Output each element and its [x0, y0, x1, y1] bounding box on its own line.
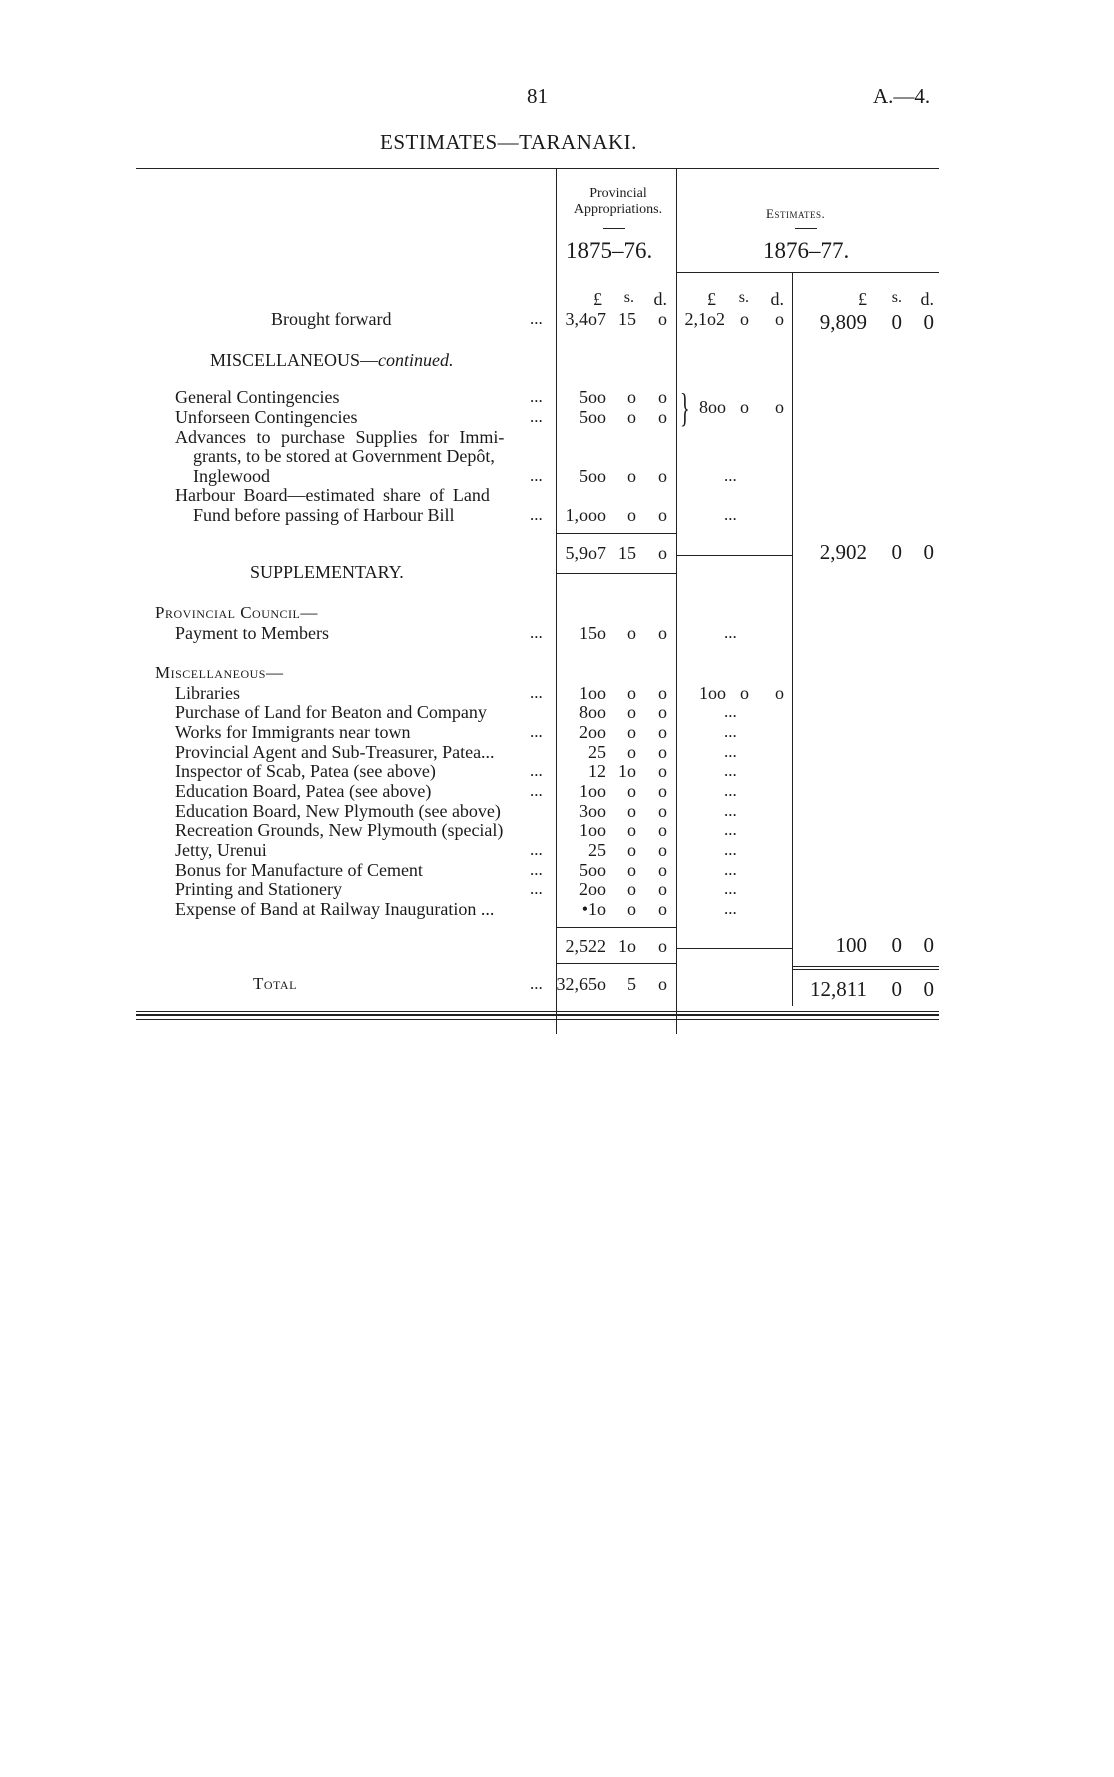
advances-prov-pound: 5oo — [579, 466, 606, 486]
provincial-year: 1875–76. — [566, 238, 653, 263]
misc-item-education-new-plymouth-est-dots: ... — [724, 801, 737, 820]
table-bottom-rule-1 — [136, 1011, 939, 1012]
misc-subtotal-prov-pence: o — [658, 543, 667, 563]
general-contingencies-label: General Contingencies — [175, 387, 340, 407]
advances-label-line1: Advances to purchase Supplies for Immi- — [175, 427, 505, 447]
misc-item-education-patea-prov-pound: 1oo — [579, 781, 606, 801]
misc-continued-heading — [210, 350, 454, 371]
misc-item-inspector-scab-prov-pound: 12 — [588, 761, 606, 781]
misc-subtotal-prov-shilling: 15 — [618, 543, 636, 563]
misc-item-provincial-agent-prov-pound: 25 — [588, 742, 606, 762]
supp-subtotal-prov-shilling: 1o — [618, 936, 636, 956]
misc-item-education-patea-prov-shilling: o — [627, 781, 636, 801]
misc-item-provincial-agent-prov-shilling: o — [627, 742, 636, 762]
advances-label-line3: Inglewood — [193, 466, 270, 486]
misc-item-provincial-agent: Provincial Agent and Sub-Treasurer, Patea... — [175, 742, 495, 762]
misc-item-printing: Printing and Stationery — [175, 879, 342, 899]
misc-item-libraries-prov-pence: o — [658, 683, 667, 703]
col-divider-3 — [792, 272, 793, 1006]
table-bottom-rule-3 — [136, 1019, 939, 1020]
col-divider-2 — [676, 168, 677, 1034]
total-rule-upper — [792, 966, 939, 967]
harbour-board-prov-pound: 1,ooo — [565, 505, 606, 525]
misc-item-inspector-scab-prov-pence: o — [658, 761, 667, 781]
brought-forward-total-shilling: 0 — [891, 310, 902, 334]
misc-item-beaton-prov-pence: o — [658, 702, 667, 722]
misc-subtotal-total-shilling: 0 — [891, 540, 902, 564]
table-top-rule — [136, 168, 939, 169]
misc-item-beaton-prov-pound: 8oo — [579, 702, 606, 722]
prov-pound-header: £ — [593, 289, 602, 309]
page-number: 81 — [527, 84, 548, 108]
supplementary-heading: SUPPLEMENTARY. — [250, 562, 404, 582]
misc-item-bonus-cement-prov-shilling: o — [627, 860, 636, 880]
prov-shilling-header: s. — [623, 289, 634, 306]
misc-item-bonus-cement-dots: ... — [530, 860, 543, 879]
misc-item-printing-prov-pence: o — [658, 879, 667, 899]
misc-item-works-immigrants-prov-shilling: o — [627, 722, 636, 742]
misc-item-recreation-grounds-prov-pence: o — [658, 820, 667, 840]
supp-subtotal-prov-pound: 2,522 — [565, 936, 606, 956]
unforseen-contingencies-prov-shilling: o — [627, 407, 636, 427]
est-shilling-header: s. — [738, 289, 749, 306]
table-bottom-rule-2 — [136, 1014, 939, 1016]
general-contingencies-prov-shilling: o — [627, 387, 636, 407]
est-pound-header: £ — [707, 289, 716, 309]
miscellaneous-heading: Miscellaneous— — [155, 663, 284, 682]
misc-item-works-immigrants-prov-pound: 2oo — [579, 722, 606, 742]
misc-item-provincial-agent-est-dots: ... — [724, 742, 737, 761]
misc-item-jetty-urenui-prov-pound: 25 — [588, 840, 606, 860]
advances-prov-pence: o — [658, 466, 667, 486]
unforseen-contingencies-prov-pound: 5oo — [579, 407, 606, 427]
misc-item-bonus-cement: Bonus for Manufacture of Cement — [175, 860, 423, 880]
harbour-board-est-dots: ... — [724, 505, 737, 524]
misc-item-jetty-urenui-dots: ... — [530, 840, 543, 859]
estimates-year: 1876–77. — [763, 238, 850, 263]
brought-forward-est-pound: 2,1o2 — [684, 309, 725, 329]
supp-subtotal-rule-prov — [556, 927, 676, 928]
misc-item-printing-est-dots: ... — [724, 879, 737, 898]
misc-heading-main: MISCELLANEOUS— — [210, 350, 379, 370]
misc-item-inspector-scab: Inspector of Scab, Patea (see above) — [175, 761, 436, 781]
supp-subtotal-total-shilling: 0 — [891, 933, 902, 957]
misc-item-education-patea: Education Board, Patea (see above) — [175, 781, 432, 801]
misc-item-works-immigrants-prov-pence: o — [658, 722, 667, 742]
total-prov-pence: o — [658, 974, 667, 994]
harbour-board-prov-shilling: o — [627, 505, 636, 525]
misc-item-works-immigrants-est-dots: ... — [724, 722, 737, 741]
total-total-pound: 12,811 — [810, 977, 867, 1001]
payment-members-est-dots: ... — [724, 623, 737, 642]
harbour-board-label-line2: Fund before passing of Harbour Bill — [193, 505, 455, 525]
misc-item-jetty-urenui: Jetty, Urenui — [175, 840, 267, 860]
unforseen-contingencies-label: Unforseen Contingencies — [175, 407, 358, 427]
misc-item-band-railway-prov-pound: •1o — [581, 899, 606, 919]
misc-item-education-patea-dots: ... — [530, 781, 543, 800]
document-reference: A.—4. — [873, 84, 931, 108]
misc-subtotal-total-pound: 2,902 — [819, 540, 867, 564]
misc-subtotal-rule-prov-bottom — [556, 573, 676, 574]
advances-label-line2: grants, to be stored at Government Depôt, — [193, 446, 495, 466]
harbour-board-label-line1: Harbour Board—estimated share of Land — [175, 485, 490, 505]
supp-subtotal-rule-prov-bottom — [556, 963, 676, 964]
total-shilling-header: s. — [891, 289, 902, 306]
misc-item-education-new-plymouth-prov-pound: 3oo — [579, 801, 606, 821]
contingencies-brace: } — [680, 385, 690, 430]
advances-est-dots: ... — [724, 466, 737, 485]
misc-item-beaton-est-dots: ... — [724, 702, 737, 721]
misc-item-bonus-cement-prov-pound: 5oo — [579, 860, 606, 880]
misc-item-printing-prov-pound: 2oo — [579, 879, 606, 899]
misc-item-works-immigrants: Works for Immigrants near town — [175, 722, 411, 742]
brought-forward-total-pound: 9,809 — [819, 310, 867, 334]
harbour-board-prov-pence: o — [658, 505, 667, 525]
payment-members-dots: ... — [530, 623, 543, 642]
total-label: Total — [253, 974, 297, 993]
misc-item-band-railway-prov-shilling: o — [627, 899, 636, 919]
misc-item-inspector-scab-dots: ... — [530, 761, 543, 780]
misc-item-education-new-plymouth-prov-pence: o — [658, 801, 667, 821]
misc-item-education-patea-est-dots: ... — [724, 781, 737, 800]
misc-item-recreation-grounds: Recreation Grounds, New Plymouth (special) — [175, 820, 504, 840]
misc-item-education-patea-prov-pence: o — [658, 781, 667, 801]
misc-item-libraries: Libraries — [175, 683, 240, 703]
advances-prov-shilling: o — [627, 466, 636, 486]
brought-forward-total-pence: 0 — [923, 310, 934, 334]
misc-item-works-immigrants-dots: ... — [530, 722, 543, 741]
supp-subtotal-rule-est — [676, 948, 792, 949]
unforseen-contingencies-prov-pence: o — [658, 407, 667, 427]
unforseen-contingencies-dots: ... — [530, 407, 543, 426]
misc-item-printing-prov-shilling: o — [627, 879, 636, 899]
misc-item-inspector-scab-est-dots: ... — [724, 761, 737, 780]
misc-item-recreation-grounds-prov-pound: 1oo — [579, 820, 606, 840]
total-prov-pound: 32,65o — [556, 974, 606, 994]
misc-item-jetty-urenui-prov-pence: o — [658, 840, 667, 860]
misc-item-band-railway-prov-pence: o — [658, 899, 667, 919]
payment-members-prov-shilling: o — [627, 623, 636, 643]
misc-item-libraries-est-shilling: o — [740, 683, 749, 703]
provincial-council-heading: Provincial Council— — [155, 603, 318, 622]
brought-forward-dots: ... — [530, 309, 543, 328]
total-prov-shilling: 5 — [627, 974, 636, 994]
est-pence-header: d. — [770, 289, 784, 309]
brought-forward-label: Brought forward — [271, 309, 392, 329]
misc-subtotal-total-pence: 0 — [923, 540, 934, 564]
misc-item-jetty-urenui-est-dots: ... — [724, 840, 737, 859]
misc-item-recreation-grounds-prov-shilling: o — [627, 820, 636, 840]
brought-forward-est-pence: o — [775, 309, 784, 329]
misc-subtotal-prov-pound: 5,9o7 — [565, 543, 606, 563]
page-title: ESTIMATES—TARANAKI. — [380, 130, 637, 154]
misc-subtotal-rule-prov — [556, 533, 676, 534]
total-dots: ... — [530, 974, 543, 993]
total-pence-header: d. — [920, 289, 934, 309]
payment-members-label: Payment to Members — [175, 623, 329, 643]
total-pound-header: £ — [858, 289, 867, 309]
payment-members-prov-pound: 15o — [579, 623, 606, 643]
general-contingencies-prov-pence: o — [658, 387, 667, 407]
harbour-board-dots: ... — [530, 505, 543, 524]
misc-item-libraries-prov-pound: 1oo — [579, 683, 606, 703]
contingencies-est-shilling: o — [740, 397, 749, 417]
brought-forward-prov-shilling: 15 — [618, 309, 636, 329]
estimates-header: Estimates. — [766, 206, 826, 221]
contingencies-est-pound: 8oo — [699, 397, 726, 417]
supp-subtotal-total-pence: 0 — [923, 933, 934, 957]
misc-item-libraries-prov-shilling: o — [627, 683, 636, 703]
supp-subtotal-prov-pence: o — [658, 936, 667, 956]
misc-item-recreation-grounds-est-dots: ... — [724, 820, 737, 839]
misc-item-libraries-dots: ... — [530, 683, 543, 702]
brought-forward-est-shilling: o — [740, 309, 749, 329]
misc-heading-italic: continued. — [378, 350, 454, 370]
estimates-header-dash — [795, 228, 817, 229]
general-contingencies-dots: ... — [530, 387, 543, 406]
misc-item-band-railway: Expense of Band at Railway Inauguration ... — [175, 899, 495, 919]
misc-item-education-new-plymouth: Education Board, New Plymouth (see above) — [175, 801, 501, 821]
misc-item-bonus-cement-est-dots: ... — [724, 860, 737, 879]
misc-item-jetty-urenui-prov-shilling: o — [627, 840, 636, 860]
misc-item-printing-dots: ... — [530, 879, 543, 898]
misc-item-inspector-scab-prov-shilling: 1o — [618, 761, 636, 781]
total-rule-lower — [792, 969, 939, 970]
misc-item-beaton-prov-shilling: o — [627, 702, 636, 722]
brought-forward-prov-pound: 3,4o7 — [565, 309, 606, 329]
header-underline — [676, 272, 939, 273]
misc-item-education-new-plymouth-prov-shilling: o — [627, 801, 636, 821]
total-total-shilling: 0 — [891, 977, 902, 1001]
brought-forward-prov-pence: o — [658, 309, 667, 329]
misc-item-provincial-agent-prov-pence: o — [658, 742, 667, 762]
prov-pence-header: d. — [653, 289, 667, 309]
general-contingencies-prov-pound: 5oo — [579, 387, 606, 407]
misc-item-beaton: Purchase of Land for Beaton and Company — [175, 702, 487, 722]
misc-subtotal-rule-est — [676, 555, 792, 556]
misc-item-libraries-est-pence: o — [775, 683, 784, 703]
advances-dots: ... — [530, 466, 543, 485]
misc-item-band-railway-est-dots: ... — [724, 899, 737, 918]
contingencies-est-pence: o — [775, 397, 784, 417]
total-total-pence: 0 — [923, 977, 934, 1001]
provincial-header: Provincial Appropriations. — [573, 186, 663, 217]
misc-item-bonus-cement-prov-pence: o — [658, 860, 667, 880]
misc-item-libraries-est-pound: 1oo — [699, 683, 726, 703]
payment-members-prov-pence: o — [658, 623, 667, 643]
provincial-header-dash — [603, 228, 625, 229]
supp-subtotal-total-pound: 100 — [835, 933, 867, 957]
